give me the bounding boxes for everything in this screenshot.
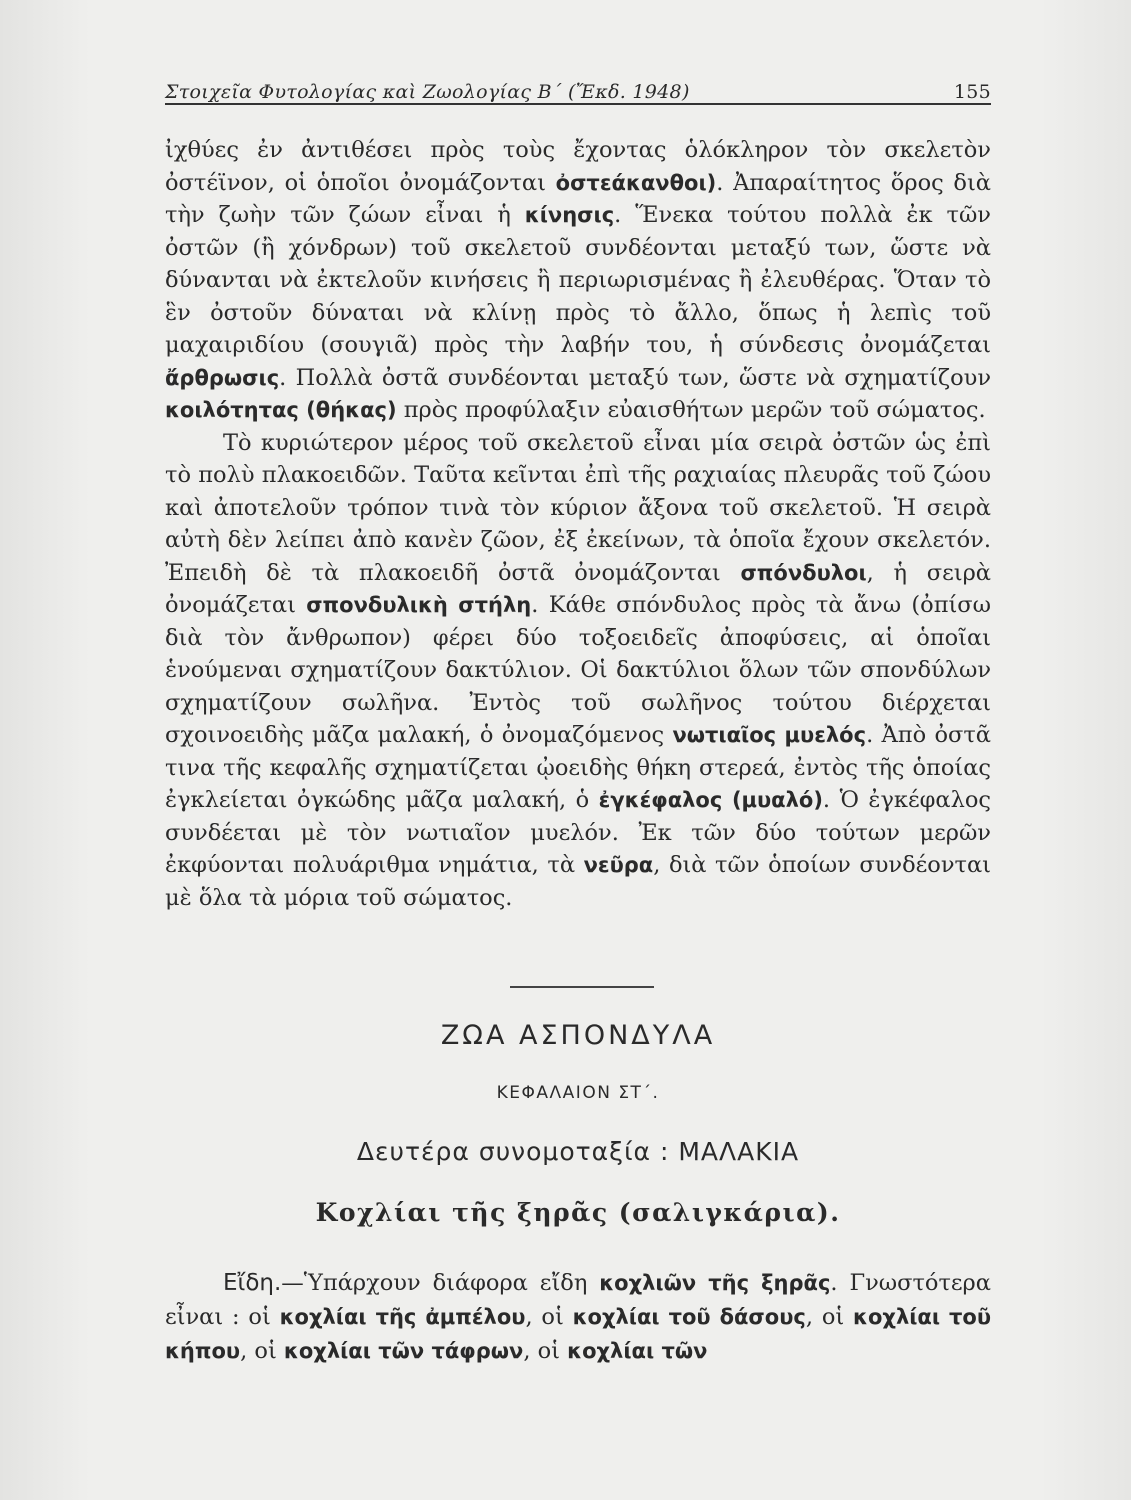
text-run: , οἱ <box>523 1338 568 1364</box>
text-run: , ἡ σειρὰ ὀνομάζεται <box>165 559 991 618</box>
text-run: , οἱ <box>240 1338 284 1364</box>
text-run: . Γνωστότερα εἶναι : οἱ <box>165 1270 991 1330</box>
text-run: ἰχθύες ἐν ἀντιθέσει πρὸς τοὺς ἔχοντας ὁλόκληρον τὸν σκελετὸν ὀστέϊνον, οἱ ὁποῖοι ὀνομάζονται <box>165 137 991 196</box>
term-bold: σπόνδυλοι <box>740 560 867 585</box>
text-run: . Κάθε σπόνδυλος πρὸς τὰ ἄνω (ὀπίσω διὰ τὸν ἄνθρωπον) φέρει δύο τοξοειδεῖς ἀποφύσεις, αἱ ὁποῖαι ἑνούμεναι σχηματίζουν δακτύλιον. Οἱ δακτύλιοι ὅλων τῶν σπονδύλων σχηματίζουν σωλῆνα. Ἐντὸς τοῦ σωλῆνος τούτου διέρχεται σχοινοειδὴς μᾶζα μαλακή, ὁ ὀνομαζόμενος <box>165 592 992 748</box>
term-bold: κοχλίαι τῶν <box>567 1339 708 1363</box>
text-run: . Ἀπὸ ὀστᾶ τινα τῆς κεφαλῆς σχηματίζεται ᾠοειδὴς θήκη στερεά, ἐντὸς τῆς ὁποίας ἐγκλείεται ὀγκώδης μᾶζα μαλακή, ὁ <box>165 722 991 813</box>
text-run: . Ἕνεκα τούτου πολλὰ ἐκ τῶν ὀστῶν (ἢ χόνδρων) τοῦ σκελετοῦ συνδέονται μεταξύ των, ὥστε νὰ δύνανται νὰ ἐκτελοῦν κινήσεις ἢ περιωρισμένας ἢ ἐλευθέρας. Ὅταν τὸ ἓν ὀστοῦν δύναται νὰ κλίνῃ πρὸς τὸ ἄλλο, ὅπως ἡ λεπὶς τοῦ μαχαιριδίου (σουγιᾶ) πρὸς τὴν λαβήν του, ἡ σύνδεσις ὀνομάζεται <box>165 202 991 358</box>
text-run: , οἱ <box>525 1304 573 1330</box>
text-run: . Ὁ ἐγκέφαλος συνδέεται μὲ τὸν νωτιαῖον μυελόν. Ἐκ τῶν δύο τούτων μερῶν ἐκφύονται πολυάριθμα νημάτια, τὰ <box>165 787 991 878</box>
term-bold: κοιλότητας (θήκας) <box>165 398 397 422</box>
term-bold: κοχλιῶν τῆς ξηρᾶς <box>599 1271 831 1295</box>
term-bold: κοχλίαι τῶν τάφρων <box>283 1339 524 1363</box>
chapter-label: ΚΕΦΑΛΑΙΟΝ ΣΤ΄. <box>496 1083 660 1103</box>
text-run: πρὸς προφύλαξιν εὐαισθήτων μερῶν τοῦ σώματος. <box>396 397 986 423</box>
term-bold: κοχλίαι τοῦ δάσους <box>572 1305 806 1329</box>
term-bold: ἄρθρωσις <box>165 365 280 390</box>
term-bold: νεῦρα <box>583 853 654 877</box>
text-run: Τὸ κυριώτερον μέρος τοῦ σκελετοῦ εἶναι μία σειρὰ ὀστῶν ὡς ἐπὶ τὸ πολὺ πλακοειδῶν. Ταῦτα κεῖνται ἐπὶ τῆς ραχιαίας πλευρᾶς τοῦ ζώου καὶ ἀποτελοῦν τρόπον τινὰ τὸν κύριον ἄξονα τοῦ σκελετοῦ. Ἡ σειρὰ αὐτὴ δὲν λείπει ἀπὸ κανὲν ζῶον, ἐξ ἐκείνων, τὰ ὁποῖα ἔχουν σκελετόν. Ἐπειδὴ δὲ τὰ πλακοειδῆ ὀστᾶ ὀνομάζονται <box>165 429 991 586</box>
page-number: 155 <box>953 81 991 103</box>
term-bold: κοχλίαι τοῦ κήπου <box>165 1305 992 1363</box>
term-bold: κίνησις <box>524 203 615 227</box>
section-divider <box>510 986 654 988</box>
text-run: , διὰ τῶν ὁποίων συνδέονται μὲ ὅλα τὰ μόρια τοῦ σώματος. <box>165 852 991 911</box>
paragraph-spine <box>165 427 991 915</box>
subsection-heading: Κοχλίαι τῆς ξηρᾶς (σαλιγκάρια). <box>315 1198 841 1227</box>
section-title: ΖΩΑ ΑΣΠΟΝΔΥΛΑ <box>440 1020 716 1051</box>
term-bold: νωτιαῖος μυελός <box>672 723 867 747</box>
text-run: . Ἀπαραίτητος ὅρος διὰ τὴν ζωὴν τῶν ζώων εἶναι ἡ <box>165 169 991 228</box>
term-bold: ὀστεάκανθοι) <box>555 170 717 195</box>
text-run: , οἱ <box>805 1304 854 1330</box>
lead-word: Εἴδη. <box>223 1270 282 1296</box>
text-run: . Πολλὰ ὀστᾶ συνδέονται μεταξύ των, ὥστε νὰ σχηματίζουν <box>279 364 991 391</box>
term-bold: ἐγκέφαλος (μυαλό) <box>598 788 823 812</box>
body-text <box>165 134 991 914</box>
text-run: —Ὑπάρχουν διάφορα εἴδη <box>281 1270 600 1296</box>
running-header <box>165 75 991 105</box>
species-text <box>165 1266 991 1368</box>
section-subtitle: Δευτέρα συνομοταξία : ΜΑΛΑΚΙΑ <box>356 1137 800 1166</box>
running-header-title: Στοιχεῖα Φυτολογίας καὶ Ζωολογίας Β΄ (Ἔκδ. 1948) <box>165 81 690 103</box>
paragraph-skeleton-joints <box>165 134 991 427</box>
term-bold: σπονδυλικὴ στήλη <box>306 593 532 617</box>
term-bold: κοχλίαι τῆς ἀμπέλου <box>279 1305 526 1329</box>
paragraph-species <box>165 1266 991 1368</box>
